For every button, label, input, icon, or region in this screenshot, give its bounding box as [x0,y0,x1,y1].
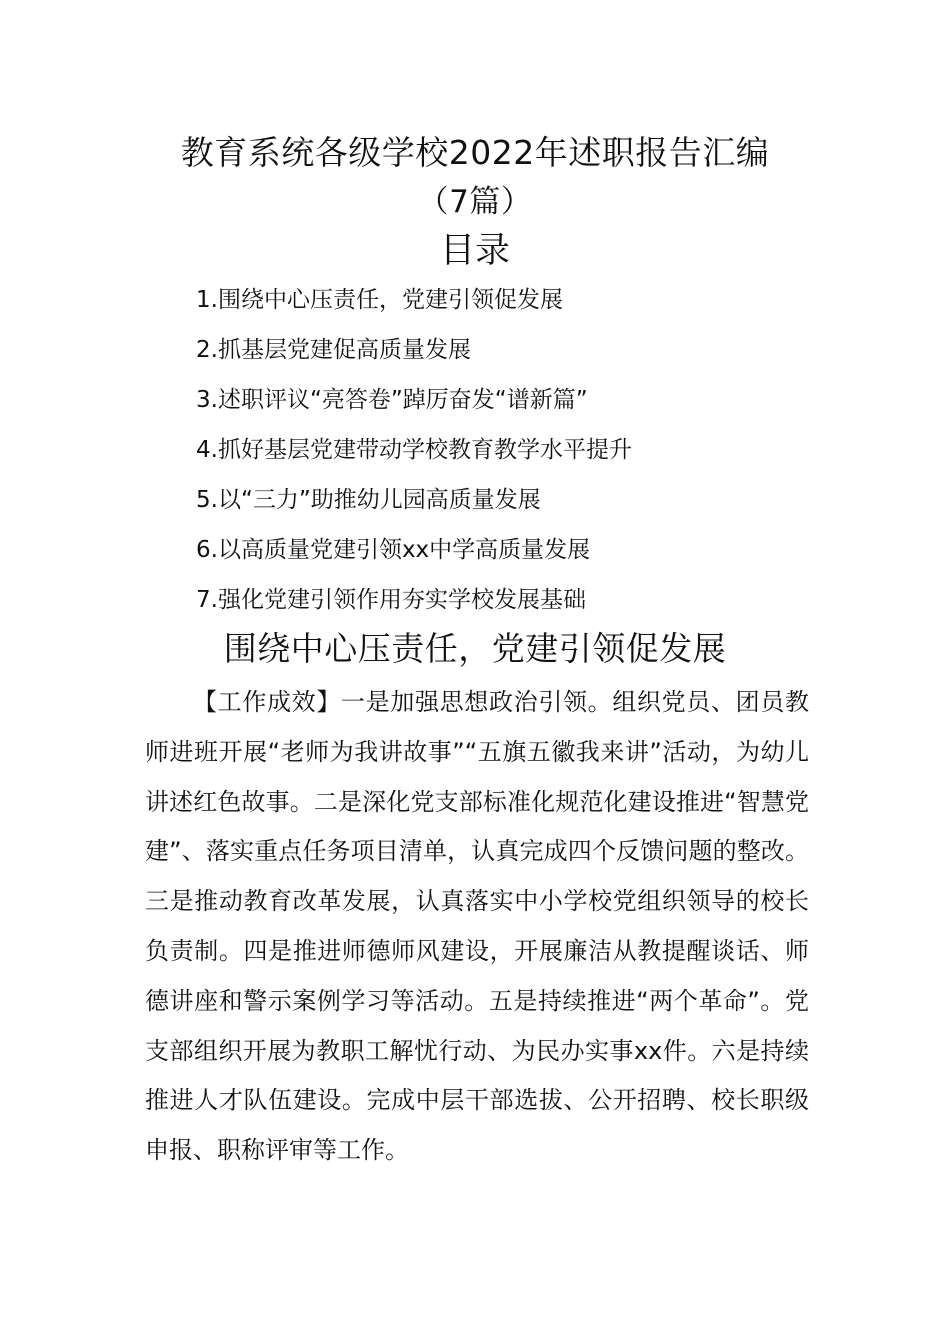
document-title: 教育系统各级学校2022年述职报告汇编 [180,133,770,172]
toc-item: 2.抓基层党建促高质量发展 [196,337,471,363]
toc-item: 1.围绕中心压责任，党建引领促发展 [196,287,563,313]
toc-item: 5.以“三力”助推幼儿园高质量发展 [196,487,541,513]
toc-item: 6.以高质量党建引领xx中学高质量发展 [196,537,591,563]
toc-heading: 目录 [439,231,510,271]
toc-item: 3.述职评议“亮答卷”踔厉奋发“谱新篇” [196,387,588,413]
section-body-paragraph: 【工作成效】一是加强思想政治引领。组织党员、团员教师进班开展“老师为我讲故事”“五旗五徽我来讲”活动，为幼儿讲述红色故事。二是深化党支部标准化规范化建设推进“智慧党建”、落实重点任务项目清单，认真完成四个反馈问题的整改。三是推动教育改革发展，认真落实中小学校党组织领导的校长负责制。四是推进师德师风建设，开展廉洁从教提醒谈话、师德讲座和警示案例学习等活动。五是持续推进“两个革命”。党支部组织开展为教职工解忧行动、为民办实事xx件。六是持续推进人才队伍建设。完成中层干部选拔、公开招聘、校长职级申报、职称评审等工作。 [145,688,809,1165]
toc-item: 7.强化党建引领作用夯实学校发展基础 [196,587,586,613]
toc-item: 4.抓好基层党建带动学校教育教学水平提升 [196,437,632,463]
section-title: 围绕中心压责任，党建引领促发展 [223,629,727,668]
document-title-count: （7篇） [417,184,533,220]
table-of-contents [196,283,632,633]
